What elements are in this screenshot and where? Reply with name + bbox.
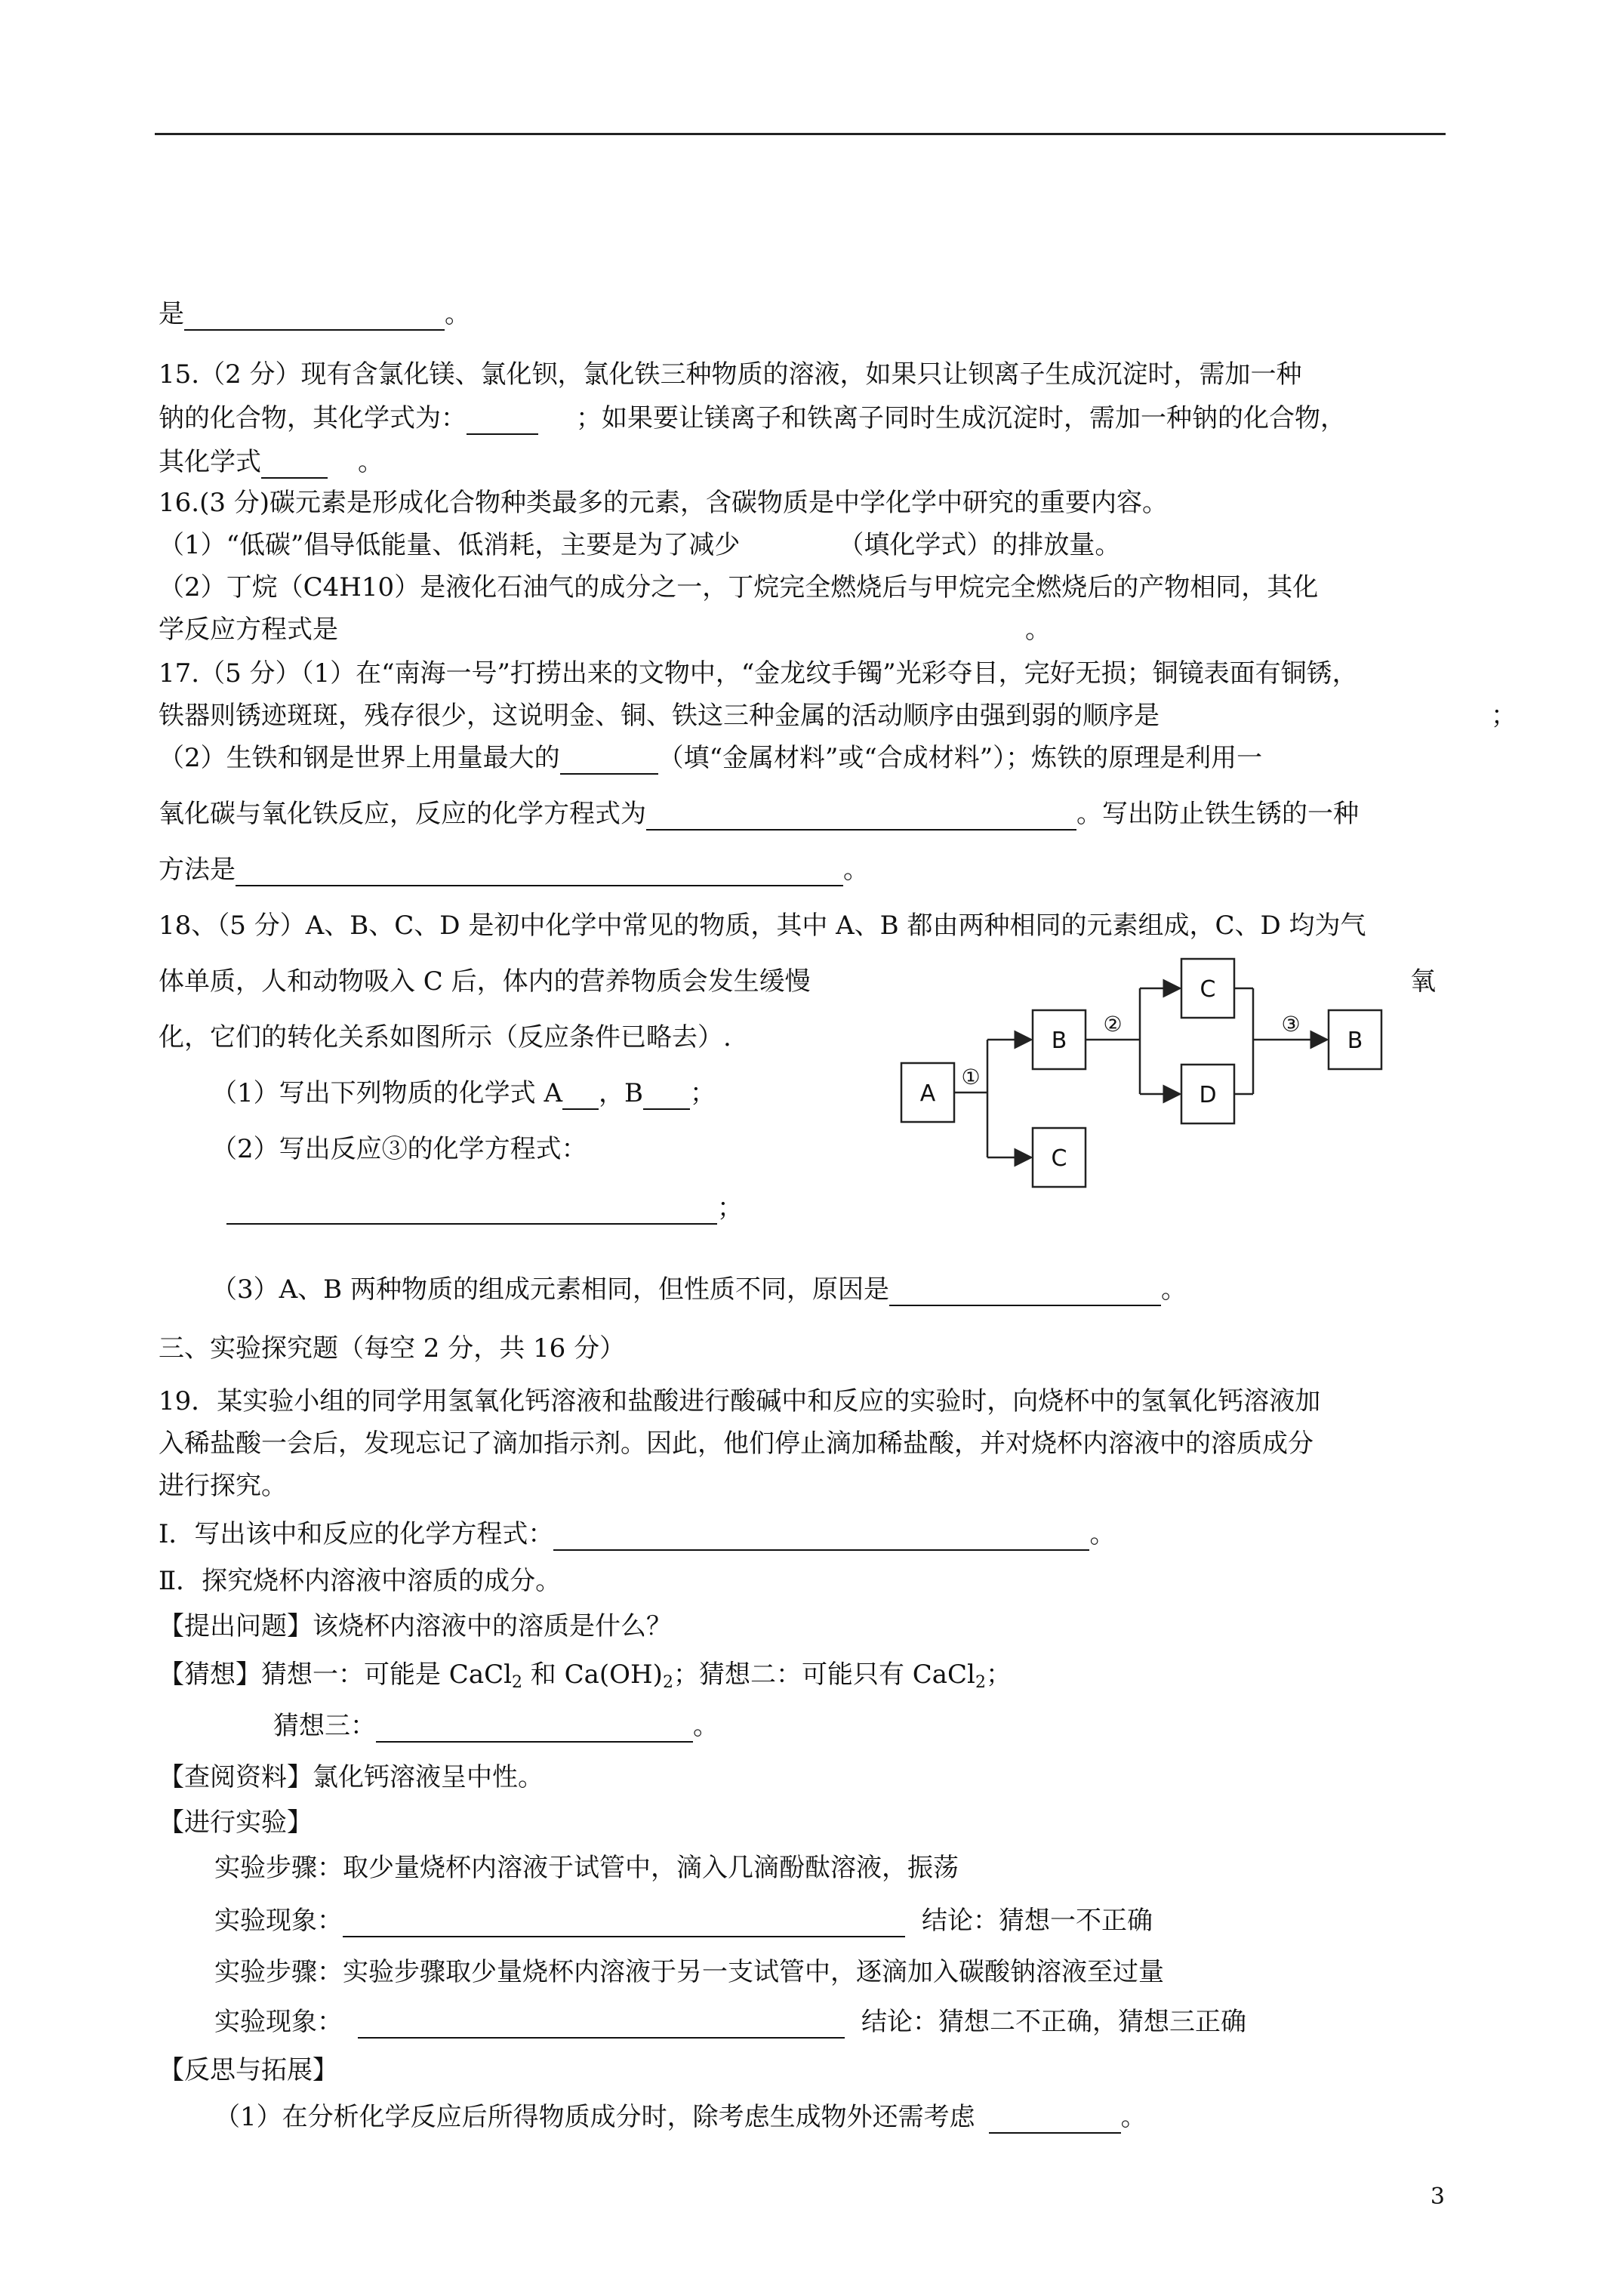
text: 【反思与拓展】 bbox=[159, 2055, 338, 2085]
question-15-line bbox=[159, 358, 1302, 391]
text: 学反应方程式是 bbox=[159, 615, 338, 645]
node-label: B bbox=[1347, 1028, 1363, 1054]
question-19-line bbox=[159, 1469, 287, 1502]
question-19-line bbox=[159, 1518, 1115, 1551]
text: 18、（5 分）A、B、C、D 是初中化学中常见的物质，其中 A、B 都由两种相同的元素组成，C、D 均为气 bbox=[159, 911, 1366, 941]
question-19-line bbox=[273, 1709, 719, 1743]
question-15-line bbox=[159, 402, 1346, 435]
text: （1）在分析化学反应后所得物质成分时，除考虑生成物外还需考虑 bbox=[214, 2102, 975, 2132]
text: （2）写出反应③的化学方程式： bbox=[211, 1134, 587, 1164]
text: ； bbox=[985, 1660, 1012, 1690]
answer-blank[interactable] bbox=[646, 802, 1076, 831]
node-label: A bbox=[919, 1080, 936, 1107]
text: 结论：猜想一不正确 bbox=[922, 1906, 1153, 1936]
question-17-line bbox=[159, 657, 1358, 690]
question-17-line bbox=[159, 797, 1359, 831]
text: 氧化碳与氧化铁反应，反应的化学方程式为 bbox=[159, 799, 646, 829]
text: 结论：猜想二不正确，猜想三正确 bbox=[861, 2007, 1246, 2037]
answer-blank[interactable] bbox=[184, 302, 445, 331]
question-17-line bbox=[159, 853, 869, 886]
subscript: 2 bbox=[511, 1673, 522, 1692]
answer-blank[interactable] bbox=[643, 1081, 690, 1110]
page-number: 3 bbox=[1430, 2184, 1445, 2210]
answer-blank[interactable] bbox=[889, 1277, 1161, 1306]
answer-blank[interactable] bbox=[989, 2105, 1121, 2134]
question-19-line bbox=[159, 1427, 1313, 1460]
text: 实验步骤：实验步骤取少量烧杯内溶液于另一支试管中，逐滴加入碳酸钠溶液至过量 bbox=[214, 1957, 1164, 1987]
text: 【提出问题】该烧杯内溶液中的溶质是什么？ bbox=[159, 1611, 672, 1641]
question-19-line bbox=[159, 1806, 313, 1839]
question-19-line bbox=[159, 1610, 672, 1643]
text: 三、实验探究题（每空 2 分，共 16 分） bbox=[159, 1333, 626, 1364]
text: 【猜想】猜想一：可能是 CaCl bbox=[159, 1660, 512, 1690]
text-line bbox=[159, 297, 470, 331]
text: （2）生铁和钢是世界上用量最大的 bbox=[159, 743, 560, 773]
text: Ⅱ．探究烧杯内溶液中溶质的成分。 bbox=[159, 1566, 562, 1596]
step-label: ③ bbox=[1281, 1012, 1301, 1037]
question-19-line bbox=[214, 1955, 1164, 1989]
question-19-line bbox=[214, 2100, 1147, 2134]
text: ；如果要让镁离子和铁离子同时生成沉淀时，需加一种钠的化合物， bbox=[576, 403, 1346, 433]
text: 。 bbox=[358, 447, 383, 477]
node-label: B bbox=[1051, 1028, 1067, 1054]
question-18-line bbox=[159, 1021, 731, 1054]
question-19-line bbox=[159, 2054, 338, 2087]
text: 。 bbox=[1160, 1274, 1187, 1305]
text: （1）“低碳”倡导低能量、低消耗，主要是为了减少 bbox=[159, 530, 741, 560]
section-title bbox=[159, 1332, 625, 1365]
text: 化，它们的转化关系如图所示（反应条件已略去）. bbox=[159, 1022, 731, 1052]
text: ；猜想二：可能只有 CaCl bbox=[673, 1660, 975, 1690]
text: 方法是 bbox=[159, 855, 236, 885]
text: 钠的化合物，其化学式为： bbox=[159, 403, 467, 433]
answer-blank[interactable] bbox=[562, 1081, 599, 1110]
question-17-line bbox=[159, 741, 1262, 775]
text: 15.（2 分）现有含氯化镁、氯化钡，氯化铁三种物质的溶液，如果只让钡离子生成沉淀时，需加一种 bbox=[159, 359, 1302, 390]
text: 【查阅资料】氯化钙溶液呈中性。 bbox=[159, 1762, 544, 1792]
text: 。 bbox=[1120, 2102, 1147, 2132]
question-16-line bbox=[159, 613, 1051, 646]
question-18-line bbox=[159, 909, 1366, 942]
answer-blank[interactable] bbox=[553, 1522, 1089, 1551]
question-19-line bbox=[159, 1761, 544, 1794]
text: 猜想三： bbox=[273, 1711, 376, 1741]
question-16-line bbox=[159, 571, 1318, 604]
answer-blank[interactable] bbox=[226, 1196, 717, 1225]
text: 。 bbox=[445, 299, 470, 329]
question-19-line bbox=[159, 1385, 1320, 1418]
text: 。写出防止铁生锈的一种 bbox=[1076, 799, 1359, 829]
text: 实验现象： bbox=[214, 2007, 343, 2037]
step-label: ② bbox=[1103, 1012, 1123, 1037]
text: 铁器则锈迹斑斑，残存很少，这说明金、铜、铁这三种金属的活动顺序由强到弱的顺序是 bbox=[159, 701, 1160, 731]
question-19-line bbox=[214, 2005, 1246, 2039]
text: ； bbox=[1491, 701, 1517, 731]
answer-blank[interactable] bbox=[467, 406, 538, 435]
question-16-line bbox=[159, 486, 1168, 519]
node-label: C bbox=[1051, 1145, 1067, 1172]
text: 16.(3 分)碳元素是形成化合物种类最多的元素，含碳物质是中学化学中研究的重要内容。 bbox=[159, 488, 1169, 518]
answer-blank[interactable] bbox=[560, 746, 658, 775]
answer-blank[interactable] bbox=[261, 450, 328, 479]
text: 。 bbox=[693, 1711, 719, 1741]
question-19-line bbox=[159, 1658, 1012, 1700]
question-17-line bbox=[159, 699, 1517, 732]
subscript: 2 bbox=[975, 1673, 986, 1692]
text: 17.（5 分）（1）在“南海一号”打捞出来的文物中，“金龙纹手镯”光彩夺目，完好无损；铜镜表面有铜锈， bbox=[159, 658, 1358, 689]
text: ； bbox=[717, 1193, 743, 1223]
text: 和 Ca(OH) bbox=[522, 1660, 663, 1690]
text: （填化学式）的排放量。 bbox=[838, 530, 1121, 560]
text: 【进行实验】 bbox=[159, 1808, 313, 1838]
text: 体单质，人和动物吸入 C 后，体内的营养物质会发生缓慢 bbox=[159, 966, 811, 997]
text: 。 bbox=[843, 855, 869, 885]
answer-blank[interactable] bbox=[376, 1714, 693, 1743]
text: 入稀盐酸一会后，发现忘记了滴加指示剂。因此，他们停止滴加稀盐酸，并对烧杯内溶液中的溶质成分 bbox=[159, 1428, 1313, 1459]
text: 其化学式 bbox=[159, 447, 261, 477]
question-19-line bbox=[214, 1904, 1153, 1937]
text: 。 bbox=[1025, 615, 1051, 645]
text: 是 bbox=[159, 299, 184, 329]
text: ； bbox=[690, 1078, 716, 1108]
text: Ⅰ．写出该中和反应的化学方程式： bbox=[159, 1519, 554, 1549]
question-18-line bbox=[226, 1191, 743, 1225]
text: 进行探究。 bbox=[159, 1471, 287, 1501]
text: 实验现象： bbox=[214, 1906, 343, 1936]
question-18-line bbox=[211, 1133, 587, 1166]
question-18-line bbox=[1410, 965, 1436, 998]
question-18-line bbox=[159, 965, 811, 998]
text: 实验步骤：取少量烧杯内溶液于试管中，滴入几滴酚酞溶液，振荡 bbox=[214, 1853, 959, 1883]
node-label: D bbox=[1199, 1082, 1217, 1108]
text: （1）写出下列物质的化学式 A bbox=[211, 1078, 562, 1108]
text: （2）丁烷（C4H10）是液化石油气的成分之一，丁烷完全燃烧后与甲烷完全燃烧后的产物相同，其化 bbox=[159, 572, 1319, 603]
text: （3）A、B 两种物质的组成元素相同，但性质不同，原因是 bbox=[211, 1274, 889, 1305]
text: ，B bbox=[599, 1078, 643, 1108]
subscript: 2 bbox=[662, 1673, 673, 1692]
question-16-line bbox=[159, 529, 1120, 562]
answer-blank[interactable] bbox=[236, 858, 843, 886]
question-18-line bbox=[211, 1273, 1187, 1306]
answer-blank[interactable] bbox=[343, 1909, 905, 1937]
node-label: C bbox=[1200, 976, 1216, 1003]
conversion-diagram bbox=[891, 950, 1412, 1199]
text: 氧 bbox=[1410, 966, 1436, 997]
question-15-line bbox=[159, 445, 383, 479]
step-label: ① bbox=[961, 1065, 981, 1089]
question-19-line bbox=[159, 1564, 561, 1598]
answer-blank[interactable] bbox=[358, 2010, 845, 2039]
text: （填“金属材料”或“合成材料”）；炼铁的原理是利用一 bbox=[658, 743, 1263, 773]
header-rule bbox=[155, 133, 1446, 135]
question-18-line bbox=[211, 1077, 716, 1110]
text: 19．某实验小组的同学用氢氧化钙溶液和盐酸进行酸碱中和反应的实验时，向烧杯中的氢氧化钙溶液加 bbox=[159, 1386, 1321, 1416]
question-19-line bbox=[214, 1851, 959, 1885]
text: 。 bbox=[1089, 1519, 1116, 1549]
